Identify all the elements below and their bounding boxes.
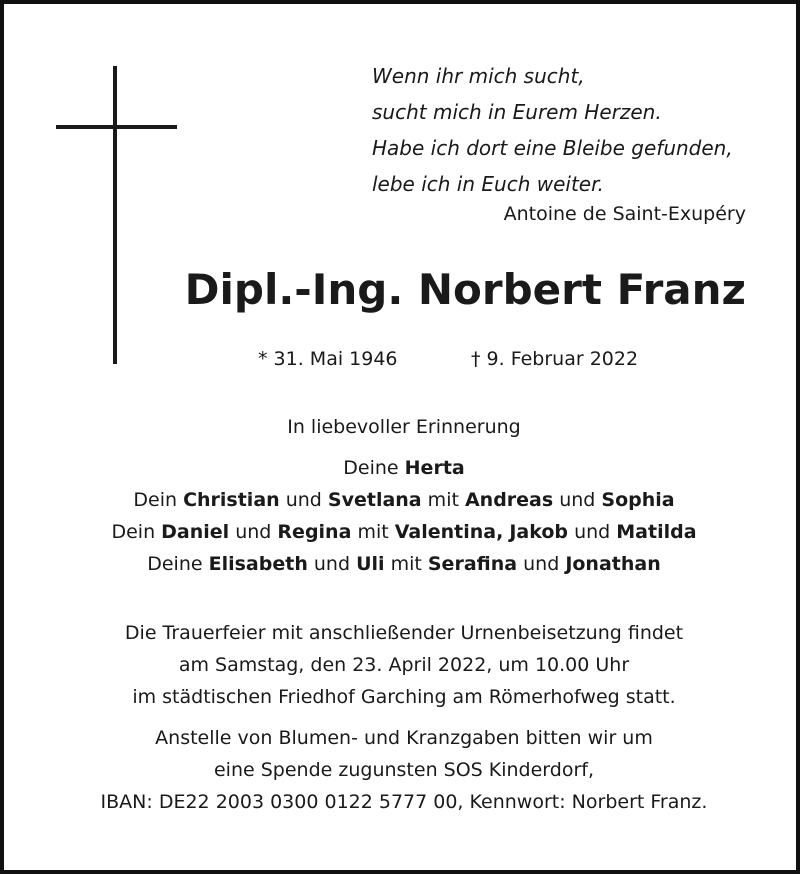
poem-line: Habe ich dort eine Bleibe gefunden, bbox=[372, 136, 733, 160]
family-text: Deine bbox=[147, 553, 209, 575]
poem-line: lebe ich in Euch weiter. bbox=[372, 172, 604, 196]
poem-author: Antoine de Saint-Exupéry bbox=[503, 203, 746, 225]
ceremony-line: im städtischen Friedhof Garching am Römerhofweg statt. bbox=[132, 686, 676, 708]
birth-date: * 31. Mai 1946 bbox=[258, 348, 398, 370]
family-text: Dein bbox=[111, 521, 162, 543]
family-member-name: Andreas bbox=[464, 489, 554, 511]
family-text: Dein bbox=[133, 489, 184, 511]
family-text: mit bbox=[421, 489, 465, 511]
donation-line: Anstelle von Blumen- und Kranzgaben bitten wir um bbox=[155, 727, 653, 749]
poem bbox=[372, 58, 772, 202]
family-list bbox=[4, 452, 800, 580]
family-text: und bbox=[568, 521, 617, 543]
family-member-name: Svetlana bbox=[327, 489, 422, 511]
family-text: und bbox=[307, 553, 357, 575]
family-member-name: Daniel bbox=[161, 521, 230, 543]
poem-line: Wenn ihr mich sucht, bbox=[372, 64, 585, 88]
ceremony-line: Die Trauerfeier mit anschließender Urnenbeisetzung findet bbox=[124, 622, 684, 644]
family-text: mit bbox=[351, 521, 395, 543]
family-member-name: Jakob bbox=[509, 521, 569, 543]
family-member-name: Uli bbox=[356, 553, 385, 575]
family-member-name: Valentina, bbox=[394, 521, 504, 543]
family-line bbox=[4, 484, 800, 516]
donation-info bbox=[4, 722, 800, 818]
family-text: und bbox=[517, 553, 566, 575]
cross-icon-horizontal bbox=[56, 125, 177, 129]
family-text: mit bbox=[384, 553, 428, 575]
memory-line: In liebevoller Erinnerung bbox=[287, 416, 521, 438]
family-member-name: Jonathan bbox=[565, 553, 661, 575]
family-text: und bbox=[553, 489, 602, 511]
family-member-name: Elisabeth bbox=[208, 553, 308, 575]
family-member-name: Herta bbox=[404, 457, 465, 479]
family-text: und bbox=[229, 521, 278, 543]
cross-icon-vertical bbox=[113, 66, 117, 364]
family-text: Deine bbox=[343, 457, 405, 479]
family-member-name: Matilda bbox=[616, 521, 697, 543]
family-member-name: Christian bbox=[183, 489, 280, 511]
family-member-name: Sophia bbox=[601, 489, 675, 511]
donation-line: eine Spende zugunsten SOS Kinderdorf, bbox=[213, 759, 594, 781]
poem-line: sucht mich in Eurem Herzen. bbox=[372, 100, 662, 124]
family-line bbox=[4, 452, 800, 484]
family-member-name: Regina bbox=[277, 521, 352, 543]
deceased-name: Dipl.-Ing. Norbert Franz bbox=[184, 265, 746, 314]
death-date: † 9. Februar 2022 bbox=[471, 348, 639, 370]
family-text: und bbox=[279, 489, 328, 511]
family-line bbox=[4, 548, 800, 580]
family-line bbox=[4, 516, 800, 548]
ceremony-info bbox=[4, 617, 800, 713]
donation-line: IBAN: DE22 2003 0300 0122 5777 00, Kennwort: Norbert Franz. bbox=[100, 791, 708, 813]
ceremony-line: am Samstag, den 23. April 2022, um 10.00 Uhr bbox=[178, 654, 630, 676]
family-member-name: Serafina bbox=[427, 553, 518, 575]
